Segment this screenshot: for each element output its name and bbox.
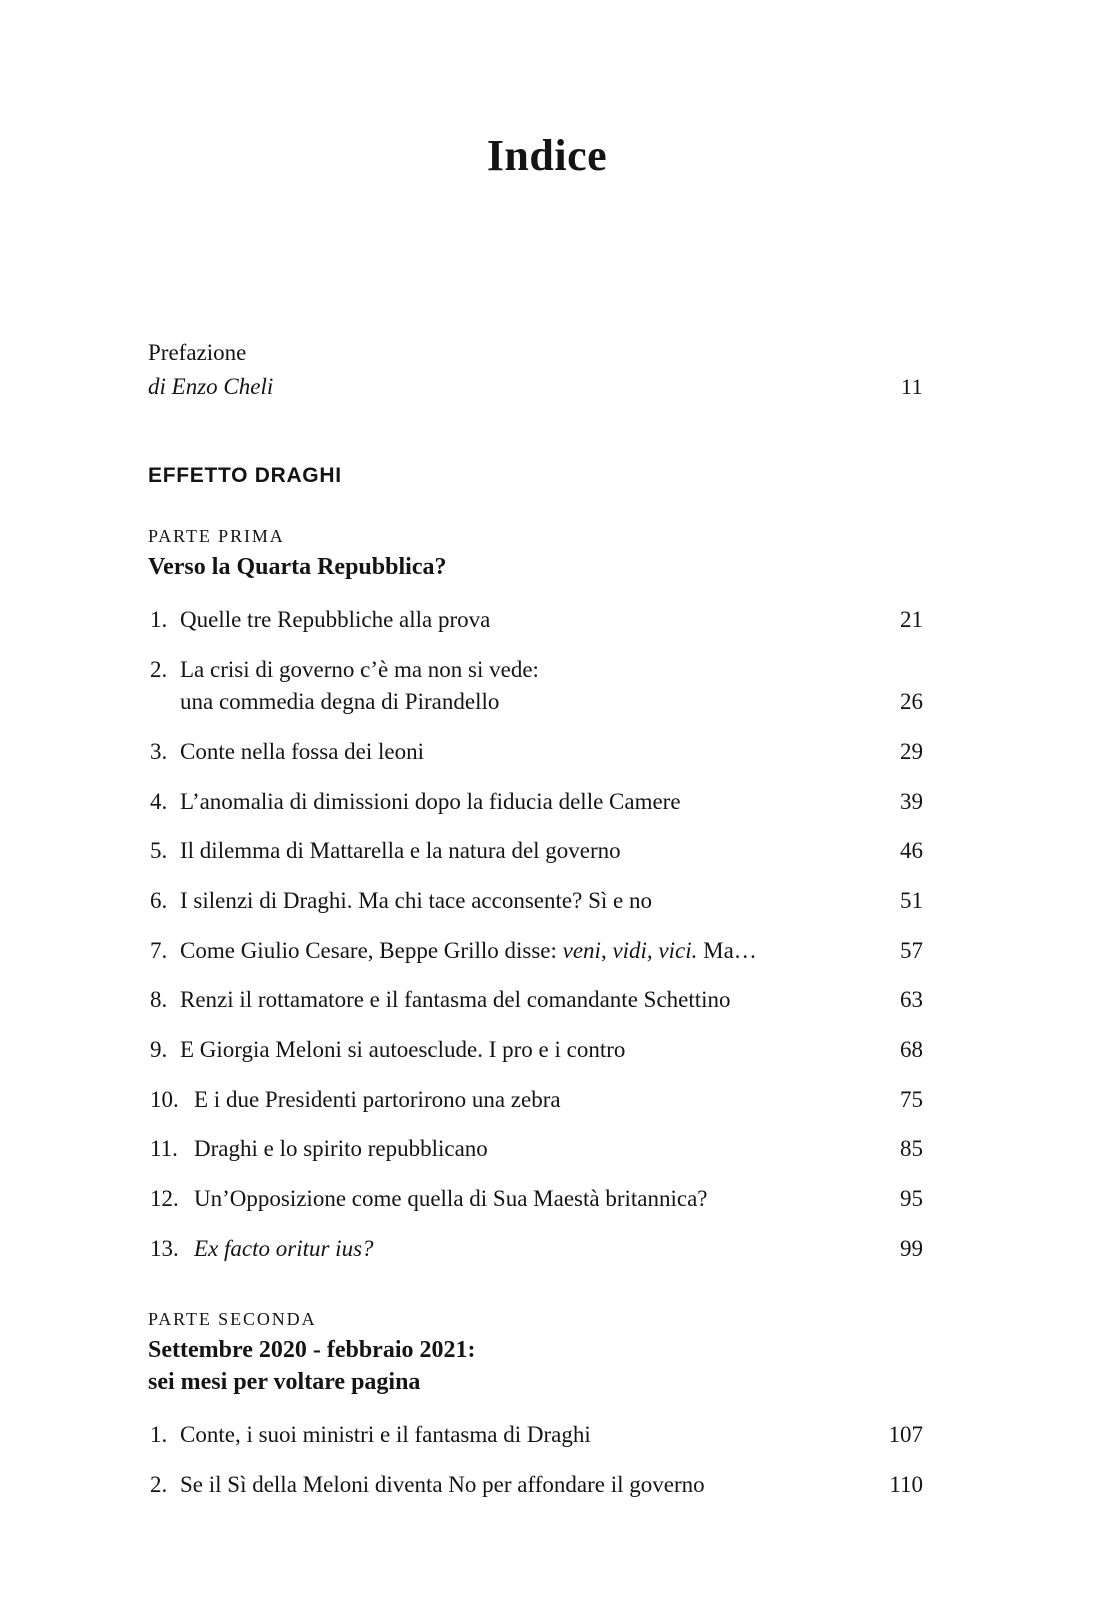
toc-entry-text — [148, 935, 879, 968]
toc-entry-text — [148, 984, 879, 1017]
toc-entry-page-number: 21 — [900, 606, 923, 632]
toc-entry-line: Il dilemma di Mattarella e la natura del governo — [180, 838, 621, 864]
toc-entry[interactable] — [148, 1133, 923, 1166]
part-heading-line: Settembre 2020 - febbraio 2021: — [148, 1337, 476, 1364]
toc-entry[interactable] — [148, 1034, 923, 1067]
toc-entry-line: Conte nella fossa dei leoni — [180, 738, 424, 764]
toc-entry[interactable] — [148, 736, 923, 769]
toc-entry-page-number: 85 — [900, 1136, 923, 1162]
toc-entry[interactable] — [148, 1084, 923, 1117]
toc-entry-line: Draghi e lo spirito repubblicano — [194, 1136, 488, 1162]
toc-entry-line: E i due Presidenti partorirono una zebra — [194, 1086, 561, 1112]
toc-entry-lines — [180, 736, 863, 769]
toc-entry-line: L’anomalia di dimissioni dopo la fiducia delle Camere — [180, 788, 681, 814]
book-title: EFFETTO DRAGHI — [148, 464, 342, 488]
part-label: PARTE SECONDA — [148, 1309, 317, 1330]
toc-entry-line: E Giorgia Meloni si autoesclude. I pro e i contro — [180, 1036, 626, 1062]
toc-entry-lines — [180, 1034, 863, 1067]
part-heading — [148, 1335, 923, 1399]
toc-entry-number: 7. — [150, 937, 168, 963]
toc-entry-text — [148, 1183, 879, 1216]
toc-entry-lines — [194, 1133, 863, 1166]
toc-entry-page-number: 110 — [889, 1471, 923, 1497]
toc-entry[interactable] — [148, 1183, 923, 1216]
toc-entry-number: 2. — [150, 1471, 168, 1497]
toc-entry-page-number: 68 — [900, 1036, 923, 1062]
front-matter-author: di Enzo Cheli — [148, 374, 274, 400]
toc-entry[interactable] — [148, 604, 923, 637]
toc-entry-number: 1. — [150, 1421, 168, 1447]
part-heading-line: Verso la Quarta Repubblica? — [148, 554, 447, 581]
parts-container — [148, 526, 923, 1501]
toc-entry-line: Se il Sì della Meloni diventa No per affondare il governo — [180, 1471, 705, 1497]
toc-entry-lines — [180, 1419, 863, 1452]
toc-entry-page-number: 95 — [900, 1185, 923, 1211]
toc-entry-text-italic: veni, vidi, vici. — [562, 937, 698, 963]
toc-entry-page-number: 75 — [900, 1086, 923, 1112]
toc-entry-number: 8. — [150, 987, 168, 1013]
toc-entry[interactable] — [148, 1469, 923, 1502]
toc-entry-page-number: 26 — [900, 689, 923, 715]
toc-entry-lines — [194, 1233, 863, 1266]
front-matter-page-number: 11 — [901, 374, 923, 400]
toc-entry-lines — [180, 654, 863, 719]
toc-entry-line: Renzi il rottamatore e il fantasma del comandante Schettino — [180, 987, 731, 1013]
toc-entry-text — [148, 1084, 879, 1117]
toc-entry-lines — [194, 1084, 863, 1117]
toc-entry-page-number: 46 — [900, 838, 923, 864]
toc-entry[interactable] — [148, 935, 923, 968]
toc-entry-line — [180, 935, 863, 968]
toc-entry-number: 10. — [150, 1086, 179, 1112]
toc-entry-number: 9. — [150, 1036, 168, 1062]
toc-entry-text-plain: Come Giulio Cesare, Beppe Grillo disse: — [180, 937, 563, 963]
toc-entry-number: 5. — [150, 838, 168, 864]
toc-entry-text — [148, 1419, 879, 1452]
toc-entry-number: 12. — [150, 1185, 179, 1211]
toc-entry-page-number: 57 — [900, 937, 923, 963]
toc-entry-number: 13. — [150, 1235, 179, 1261]
toc-entry-number: 2. — [150, 656, 168, 682]
toc-entry[interactable] — [148, 786, 923, 819]
toc-entry-line: Conte, i suoi ministri e il fantasma di Draghi — [180, 1421, 591, 1447]
toc-entry-text — [148, 786, 879, 819]
toc-entry-line: Un’Opposizione come quella di Sua Maestà britannica? — [194, 1185, 708, 1211]
toc-entry-number: 1. — [150, 606, 168, 632]
toc-entry-text — [148, 1034, 879, 1067]
part-block — [148, 526, 923, 1265]
part-heading — [148, 552, 923, 584]
toc-entry-text — [148, 1233, 879, 1266]
toc-entry-line: I silenzi di Draghi. Ma chi tace acconsente? Sì e no — [180, 887, 652, 913]
toc-entry-text — [148, 604, 879, 637]
toc-entry-lines — [180, 786, 863, 819]
toc-entry-page-number: 29 — [900, 738, 923, 764]
toc-entry-number: 6. — [150, 887, 168, 913]
toc-entry-page-number: 107 — [888, 1421, 923, 1447]
part-label: PARTE PRIMA — [148, 526, 285, 547]
toc-entry-text — [148, 654, 879, 719]
toc-entry-text — [148, 736, 879, 769]
page-title: Indice — [486, 131, 608, 180]
toc-entry-line: Quelle tre Repubbliche alla prova — [180, 606, 491, 632]
toc-entry-lines — [180, 835, 863, 868]
toc-entry-page-number: 99 — [900, 1235, 923, 1261]
toc-entry[interactable] — [148, 1233, 923, 1266]
entry-list — [148, 604, 923, 1265]
toc-entry-number: 11. — [150, 1136, 178, 1162]
toc-entry[interactable] — [148, 885, 923, 918]
toc-entry-lines — [180, 1469, 863, 1502]
entry-list — [148, 1419, 923, 1501]
part-heading-line: sei mesi per voltare pagina — [148, 1369, 421, 1396]
front-matter-title: Prefazione — [148, 340, 247, 365]
toc-entry-line: La crisi di governo c’è ma non si vede: — [180, 656, 539, 682]
toc-entry-text-trailing: Ma… — [697, 937, 757, 963]
toc-entry-page-number: 51 — [900, 887, 923, 913]
toc-entry-page-number: 63 — [900, 987, 923, 1013]
toc-entry-lines — [180, 935, 863, 968]
toc-entry-lines — [180, 604, 863, 637]
toc-entry-lines — [180, 984, 863, 1017]
toc-entry[interactable] — [148, 984, 923, 1017]
toc-entry-lines — [180, 885, 863, 918]
toc-entry-number: 3. — [150, 738, 168, 764]
toc-entry-number: 4. — [150, 788, 168, 814]
toc-entry[interactable] — [148, 835, 923, 868]
toc-entry-text — [148, 1133, 879, 1166]
table-of-contents — [148, 336, 923, 1545]
toc-entry-lines — [194, 1183, 863, 1216]
front-matter-author-row — [148, 370, 923, 404]
toc-entry-page-number: 39 — [900, 788, 923, 814]
toc-entry-text — [148, 1469, 879, 1502]
toc-entry[interactable] — [148, 654, 923, 719]
part-block — [148, 1309, 923, 1501]
front-matter-block — [148, 336, 923, 404]
toc-entry-line: Ex facto oritur ius? — [194, 1235, 374, 1261]
front-matter-title-row — [148, 336, 923, 370]
toc-entry-text — [148, 885, 879, 918]
toc-entry-text — [148, 835, 879, 868]
toc-entry-line: una commedia degna di Pirandello — [180, 689, 500, 715]
toc-entry[interactable] — [148, 1419, 923, 1452]
